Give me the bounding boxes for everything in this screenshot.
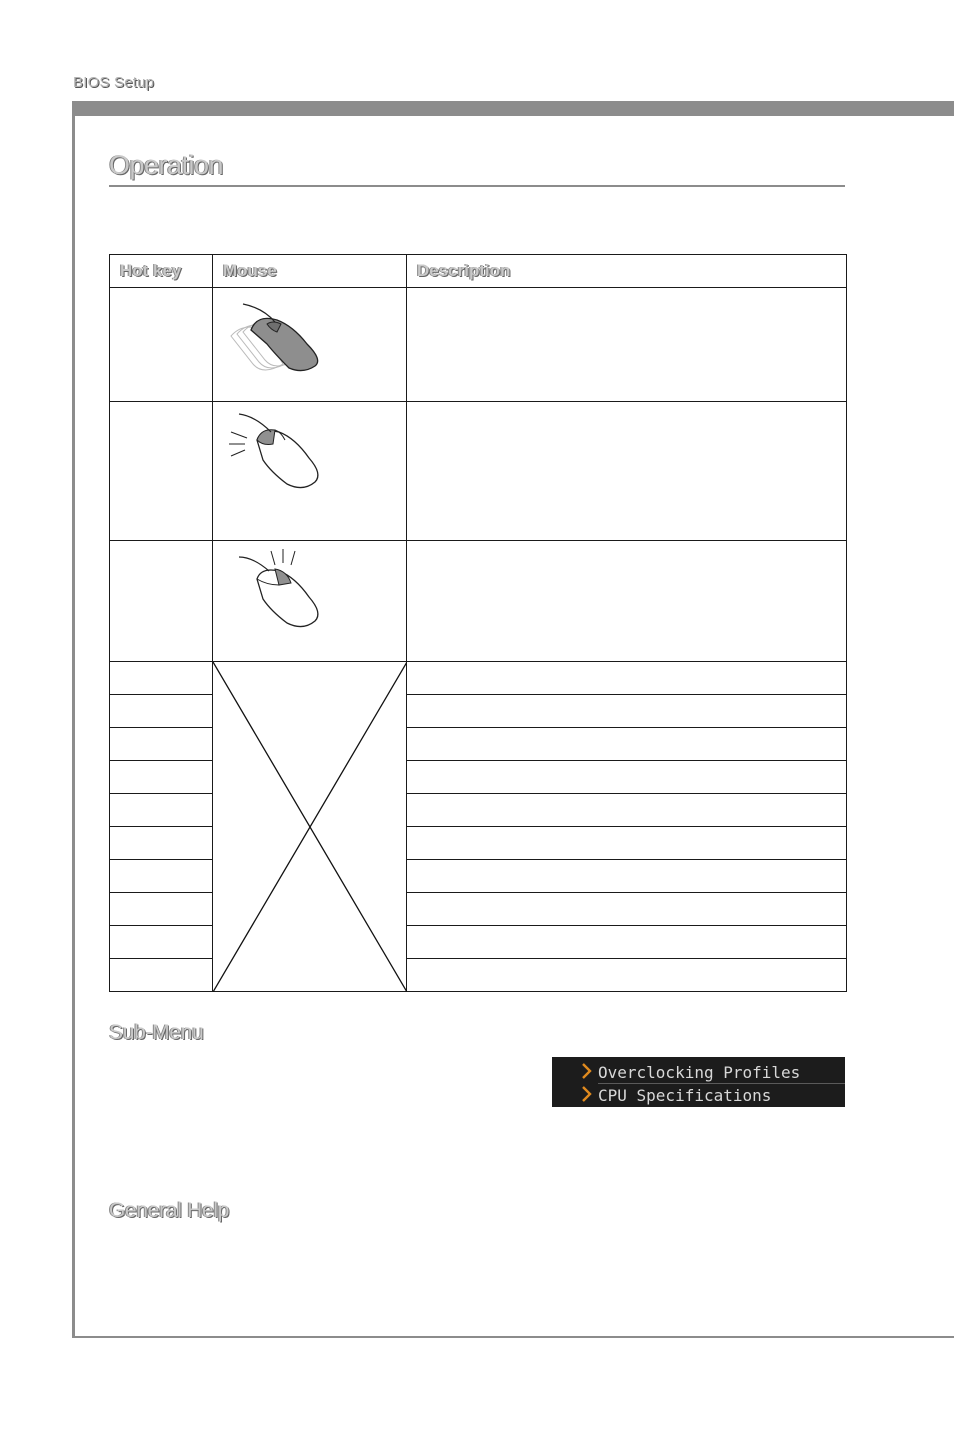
submenu-item-label: CPU Specifications [598, 1086, 772, 1105]
hotkey-cell [110, 402, 213, 541]
title-divider [109, 185, 845, 187]
mouse-left-click-icon [225, 410, 325, 500]
description-cell [407, 402, 847, 541]
column-header-hotkey: Hot key [110, 255, 213, 288]
description-cell [407, 794, 847, 827]
description-cell [407, 860, 847, 893]
hotkey-cell [110, 893, 213, 926]
hotkey-cell [110, 761, 213, 794]
general-help-heading: General Help [109, 1199, 230, 1222]
operation-table [109, 254, 847, 992]
description-cell [407, 288, 847, 402]
description-cell [407, 893, 847, 926]
chevron-right-icon [580, 1084, 594, 1104]
side-rule [72, 101, 75, 1338]
table-header-row [110, 255, 847, 288]
header-label: BIOS Setup [73, 74, 155, 91]
table-row [110, 402, 847, 541]
hotkey-cell [110, 728, 213, 761]
mouse-cell [213, 288, 407, 402]
description-cell [407, 541, 847, 662]
table-row [110, 288, 847, 402]
bottom-rule [72, 1336, 954, 1338]
table-row [110, 541, 847, 662]
submenu-heading: Sub-Menu [109, 1021, 204, 1044]
no-mouse-cell [213, 662, 407, 992]
chevron-right-icon [580, 1061, 594, 1081]
description-cell [407, 662, 847, 695]
hotkey-cell [110, 288, 213, 402]
page-title: Operation [109, 150, 224, 180]
submenu-example [552, 1057, 845, 1107]
mouse-cell [213, 402, 407, 541]
table-row [110, 662, 847, 695]
hotkey-cell [110, 541, 213, 662]
column-header-description: Description [407, 255, 847, 288]
hotkey-cell [110, 695, 213, 728]
description-cell [407, 926, 847, 959]
hotkey-cell [110, 926, 213, 959]
hotkey-cell [110, 662, 213, 695]
submenu-item-cpu-specifications[interactable] [552, 1083, 845, 1106]
hotkey-cell [110, 959, 213, 992]
hotkey-cell [110, 860, 213, 893]
cross-mark-icon [213, 662, 407, 992]
submenu-item-label: Overclocking Profiles [598, 1063, 801, 1082]
description-cell [407, 959, 847, 992]
submenu-item-overclocking-profiles[interactable] [552, 1060, 845, 1083]
column-header-mouse: Mouse [213, 255, 407, 288]
hotkey-cell [110, 827, 213, 860]
mouse-cell [213, 541, 407, 662]
header-bar [73, 101, 954, 116]
hotkey-cell [110, 794, 213, 827]
mouse-right-click-icon [225, 549, 325, 639]
description-cell [407, 827, 847, 860]
description-cell [407, 695, 847, 728]
description-cell [407, 761, 847, 794]
mouse-move-icon [223, 294, 343, 384]
description-cell [407, 728, 847, 761]
